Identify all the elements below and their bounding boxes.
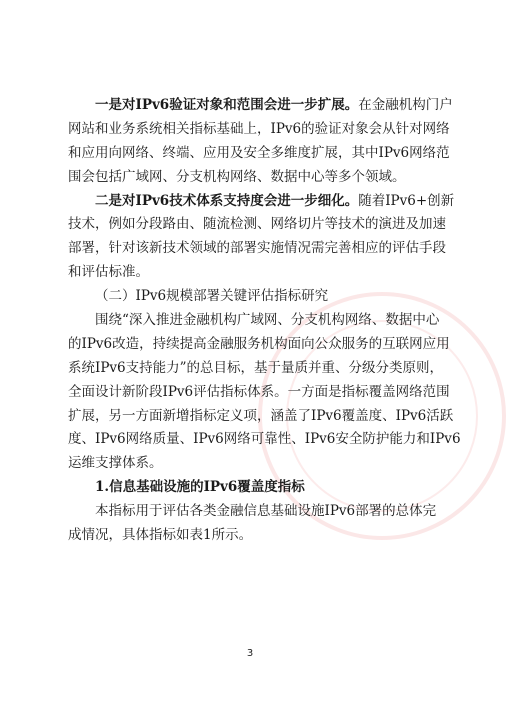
paragraph-2-line-4: 和评估标准。 bbox=[68, 264, 149, 281]
paragraph-3-line-5: 扩展，另一方面新增指标定义项，涵盖了IPv6覆盖度、IPv6活跃 bbox=[68, 407, 454, 424]
paragraph-1-line-3: 和应用向网络、终端、应用及安全多维度扩展，其中IPv6网络范 bbox=[68, 144, 450, 161]
paragraph-3-line-6: 度、IPv6网络质量、IPv6网络可靠性、IPv6安全防护能力和IPv6 bbox=[68, 431, 461, 448]
paragraph-2-lead: 二是对IPv6技术体系支持度会进一步细化。 bbox=[95, 192, 359, 209]
paragraph-2-line-2: 技术，例如分段路由、随流检测、网络切片等技术的演进及加速 bbox=[68, 216, 446, 233]
page-number: 3 bbox=[246, 648, 254, 659]
paragraph-3-line-7: 运维支撑体系。 bbox=[68, 455, 163, 472]
paragraph-2-line-3: 部署，针对该新技术领域的部署实施情况需完善相应的评估手段 bbox=[68, 240, 446, 257]
paragraph-2-line-1 bbox=[68, 190, 455, 214]
paragraph-1-lead: 一是对IPv6验证对象和范围会进一步扩展。 bbox=[95, 97, 359, 113]
paragraph-3-line-1: 围绕“深入推进金融机构广域网、分支机构网络、数据中心 bbox=[95, 312, 440, 329]
paragraph-2-rest: 随着IPv6+创新 bbox=[358, 192, 455, 209]
paragraph-1-line-1 bbox=[68, 94, 453, 118]
section-heading: 1.信息基础设施的IPv6覆盖度指标 bbox=[95, 479, 305, 496]
paragraph-3-line-3: 系统IPv6支持能力”的总目标，基于量质并重、分级分类原则， bbox=[68, 359, 444, 376]
paragraph-4-line-2: 成情况，具体指标如表1所示。 bbox=[68, 527, 253, 544]
paragraph-3-line-2: 的IPv6改造，持续提高金融服务机构面向公众服务的互联网应用 bbox=[68, 335, 450, 352]
body-text bbox=[68, 94, 461, 548]
paragraph-1-rest: 在金融机构门户 bbox=[358, 97, 453, 113]
paragraph-1-line-4: 围会包括广域网、分支机构网络、数据中心等多个领域。 bbox=[68, 168, 406, 185]
paragraph-4-line-1: 本指标用于评估各类金融信息基础设施IPv6部署的总体完 bbox=[95, 503, 437, 520]
section-subheading: （二）IPv6规模部署关键评估指标研究 bbox=[95, 288, 329, 305]
paragraph-3-line-4: 全面设计新阶段IPv6评估指标体系。一方面是指标覆盖网络范围 bbox=[68, 383, 450, 400]
paragraph-1-line-2: 网站和业务系统相关指标基础上，IPv6的验证对象会从针对网络 bbox=[68, 120, 450, 137]
